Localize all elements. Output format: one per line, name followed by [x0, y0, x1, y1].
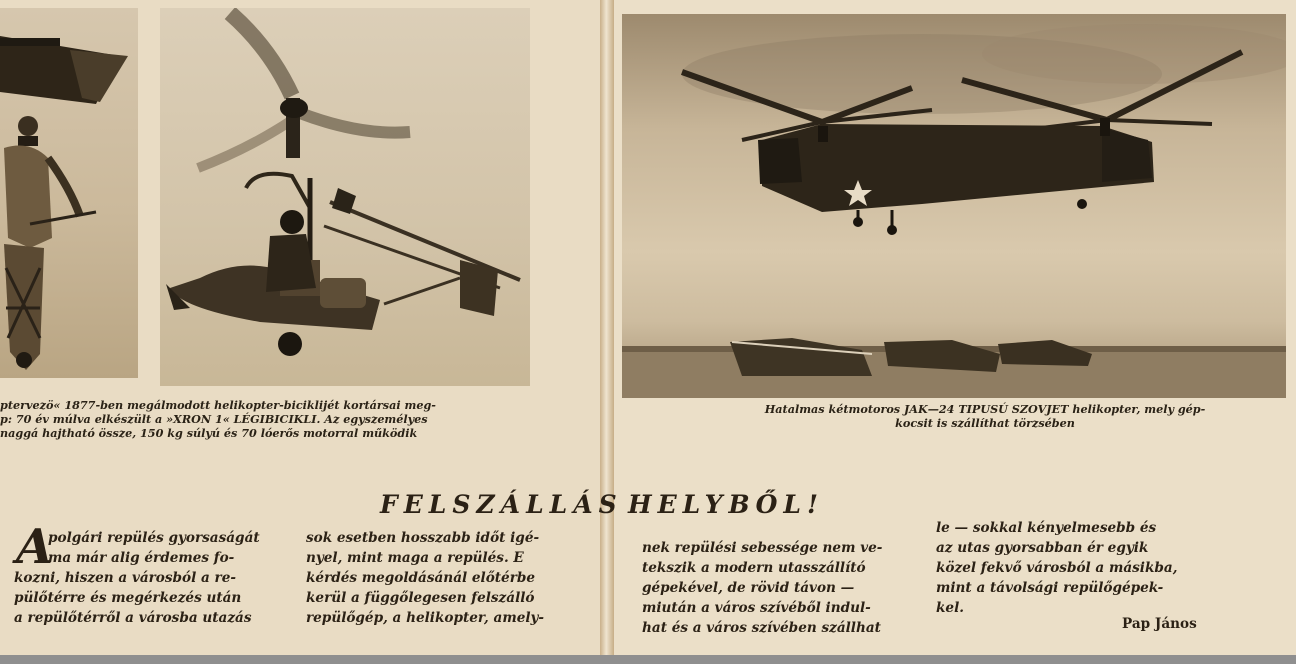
article-line: kel. — [936, 600, 964, 616]
article-column-4 — [936, 518, 1218, 618]
photo-helicopter-bicycle-1877 — [0, 8, 138, 378]
article-line: polgári repülés gyorsaságát — [48, 530, 260, 546]
article-author: Pap János — [1122, 616, 1197, 632]
article-line: hat és a város szívében szállhat — [642, 620, 881, 636]
article-line: kerül a függőlegesen felszálló — [306, 590, 535, 606]
page-fold — [600, 0, 614, 664]
photo-xron-1-air-bicycle — [160, 8, 530, 386]
drop-cap: A — [16, 519, 54, 575]
article-column-1 — [14, 528, 294, 628]
article-line: a repülőtérről a városba utazás — [14, 610, 252, 626]
article-column-2 — [306, 528, 588, 628]
article-line: miután a város szívéből indul- — [642, 600, 871, 616]
scan-bottom-edge — [0, 655, 1296, 664]
article-line: sok esetben hosszabb időt igé- — [306, 530, 540, 546]
caption-line: ptervezö« 1877-ben megálmodott helikopter-biciklijét kortársai meg- — [0, 398, 436, 412]
article-line: az utas gyorsabban ér egyik — [936, 540, 1149, 556]
article-line: mint a távolsági repülőgépek- — [936, 580, 1164, 596]
article-line: ma már alig érdemes fo- — [48, 550, 235, 566]
article-line: nyel, mint maga a repülés. E — [306, 550, 524, 566]
caption-line: p: 70 év múlva elkészült a »XRON 1« LÉGIBICIKLI. Az egyszemélyes — [0, 412, 428, 426]
photo-caption-right — [690, 402, 1280, 430]
caption-line: kocsit is szállíthat törzsében — [895, 416, 1075, 430]
headline-part1: FELSZÁLLÁS — [380, 490, 623, 519]
article-line: repülőgép, a helikopter, amely- — [306, 610, 545, 626]
article-line: kozni, hiszen a városból a re- — [14, 570, 236, 586]
photo-caption-left — [0, 398, 534, 440]
article-line: tekszik a modern utasszállító — [642, 560, 866, 576]
article-line: közel fekvő városból a másikba, — [936, 560, 1178, 576]
article-column-3 — [642, 538, 922, 638]
caption-line: naggá hajtható össze, 150 kg súlyú és 70 lóerős motorral működik — [0, 426, 418, 440]
photo-jak24-helicopter — [622, 14, 1286, 398]
article-line: nek repülési sebessége nem ve- — [642, 540, 883, 556]
article-line: gépekével, de rövid távon — — [642, 580, 855, 596]
article-line: pülőtérre és megérkezés után — [14, 590, 242, 606]
caption-line: Hatalmas kétmotoros JAK—24 TIPUSÚ SZOVJET helikopter, mely gép- — [764, 402, 1206, 416]
article-line: kérdés megoldásánál előtérbe — [306, 570, 536, 586]
article-line: le — sokkal kényelmesebb és — [936, 520, 1157, 536]
headline-part2: HELYBŐL! — [628, 490, 824, 519]
